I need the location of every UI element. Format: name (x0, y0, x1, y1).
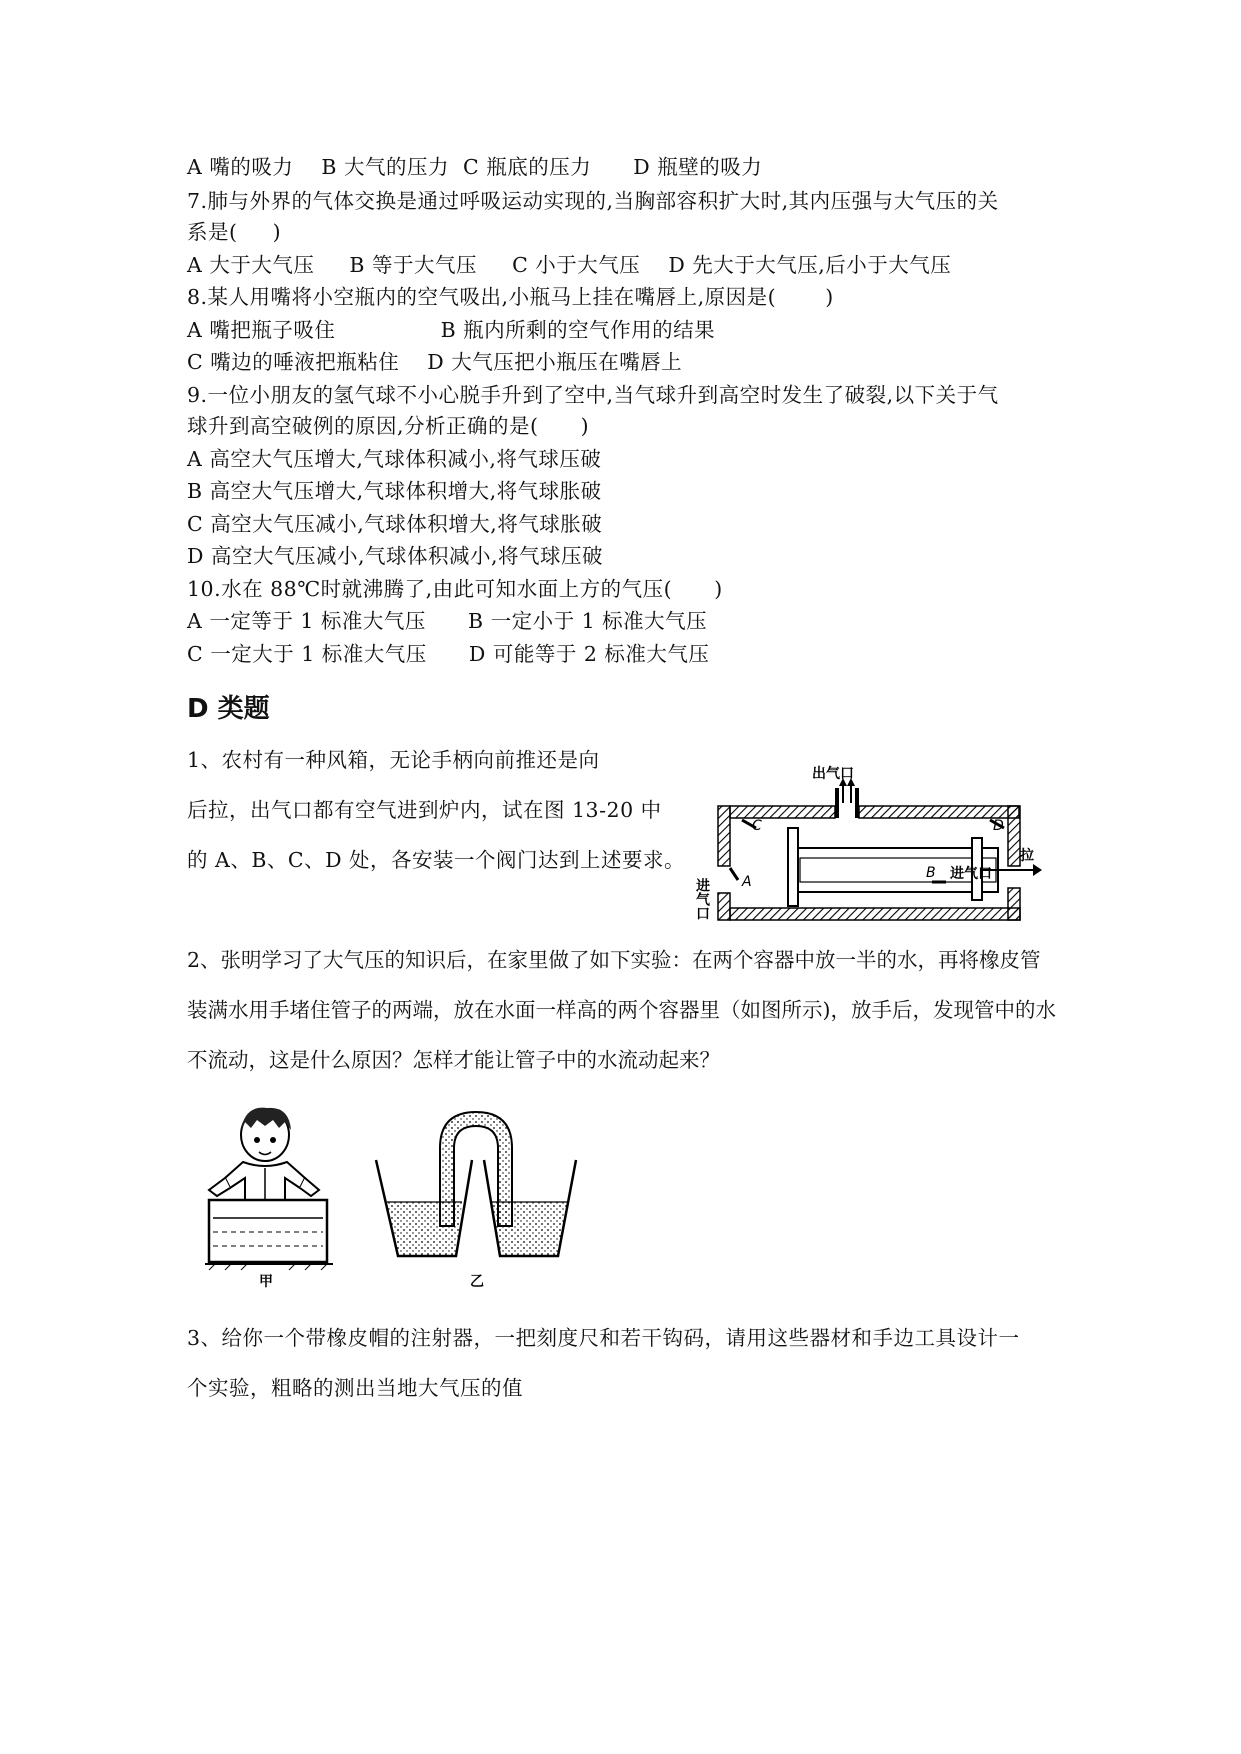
label-b: B (926, 865, 936, 881)
q8-options-cd: C 嘴边的唾液把瓶粘住 D 大气压把小瓶压在嘴唇上 (187, 350, 683, 374)
q10-stem: 10.水在 88℃时就沸腾了,由此可知水面上方的气压( ) (187, 577, 723, 601)
caption-jia: 甲 (259, 1274, 273, 1290)
q7-stem-line1: 7.肺与外界的气体交换是通过呼吸运动实现的,当胸部容积扩大时,其内压强与大气压的关 (187, 189, 999, 213)
inlet-right-label: 进气口 (950, 866, 992, 882)
q10-options-cd: C 一定大于 1 标准大气压 D 可能等于 2 标准大气压 (187, 642, 710, 666)
d2-text: 2、张明学习了大气压的知识后，在家里做了如下实验：在两个容器中放一半的水，再将橡皮管装满水用手堵住管子的两端，放在水面一样高的两个容器里（如图所示)，放手后，发现管中的水不流动，这是什么原因？怎样才能让管子中的水流动起来？ (187, 948, 1056, 1072)
q9-option-a: A 高空大气压增大,气球体积减小,将气球压破 (187, 447, 602, 471)
bellows-figure (694, 766, 1050, 936)
q9-option-d: D 高空大气压减小,气球体积减小,将气球压破 (187, 544, 603, 568)
label-c: C (752, 818, 762, 834)
q6-options: A 嘴的吸力 B 大气的压力 C 瓶底的压力 D 瓶壁的吸力 (187, 155, 763, 179)
q10-options-ab: A 一定等于 1 标准大气压 B 一定小于 1 标准大气压 (187, 609, 708, 633)
d3-text-line2: 个实验，粗略的测出当地大气压的值 (187, 1376, 523, 1400)
inlet-left-label: 进气口 (694, 878, 710, 920)
label-d: D (993, 818, 1004, 834)
label-a: A (742, 874, 752, 890)
q7-options: A 大于大气压 B 等于大气压 C 小于大气压 D 先大于大气压,后小于大气压 (187, 253, 952, 277)
figure-jia (205, 1100, 340, 1290)
figure-yi (372, 1108, 582, 1293)
d1-text-line1: 1、农村有一种风箱，无论手柄向前推还是向 (187, 748, 600, 772)
outlet-label: 出气口 (812, 766, 854, 782)
q8-stem: 8.某人用嘴将小空瓶内的空气吸出,小瓶马上挂在嘴唇上,原因是( ) (187, 285, 834, 309)
q9-stem-line2: 球升到高空破例的原因,分析正确的是( ) (187, 414, 590, 438)
pull-label: 拉 (1020, 848, 1034, 864)
q8-options-ab: A 嘴把瓶子吸住 B 瓶内所剩的空气作用的结果 (187, 318, 716, 342)
d1-text-line2: 后拉，出气口都有空气进到炉内，试在图 13-20 中 (187, 798, 662, 822)
q7-stem-line2: 系是( ) (187, 220, 282, 244)
q9-stem-line1: 9.一位小朋友的氢气球不小心脱手升到了空中,当气球升到高空时发生了破裂,以下关于气 (187, 383, 999, 407)
d1-text-line3: 的 A、B、C、D 处，各安装一个阀门达到上述要求。 (187, 848, 686, 872)
q9-option-c: C 高空大气压减小,气球体积增大,将气球胀破 (187, 512, 603, 536)
caption-yi: 乙 (470, 1274, 484, 1290)
section-heading: D 类题 (187, 694, 270, 724)
q9-option-b: B 高空大气压增大,气球体积增大,将气球胀破 (187, 479, 602, 503)
d3-text-line1: 3、给你一个带橡皮帽的注射器，一把刻度尺和若干钩码，请用这些器材和手边工具设计一 (187, 1326, 1020, 1350)
